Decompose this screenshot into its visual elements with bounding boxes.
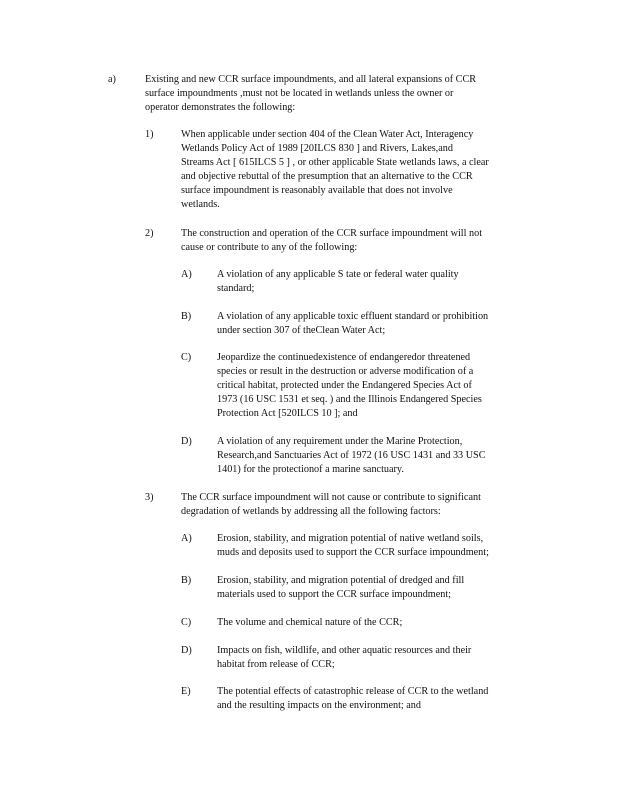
text-line: standard; [217,283,255,294]
text-line: surface impoundments ,must not be located in wetlands unless the owner or [145,88,454,99]
text-line: When applicable under section 404 of the Clean Water Act, Interagency [181,129,474,140]
item-2a-label: A) [181,269,192,280]
item-2b-label: B) [181,311,192,322]
item-3d-label: D) [181,645,192,656]
text-line: degradation of wetlands by addressing all the following factors: [181,506,441,517]
section-a-label: a) [108,74,116,85]
text-line: and the resulting impacts on the environment; and [217,700,421,711]
item-2d-text [217,435,537,477]
text-line: The construction and operation of the CCR surface impoundment will not [181,228,483,239]
text-line: 1401) for the protectionof a marine sanctuary. [217,464,404,475]
item-1-label: 1) [145,129,154,140]
item-2-label: 2) [145,228,154,239]
item-3c-text [217,616,537,630]
item-2c-text [217,351,537,421]
text-line: Protection Act [520ILCS 10 ]; and [217,408,358,419]
text-line: cause or contribute to any of the following: [181,242,358,253]
text-line: Research,and Sanctuaries Act of 1972 (16 USC 1431 and 33 USC [217,450,486,461]
text-line: The potential effects of catastrophic release of CCR to the wetland [217,686,489,697]
item-3a-text [217,532,537,560]
text-line: species or result in the destruction or adverse modification of a [217,366,474,377]
text-line: Jeopardize the continuedexistence of endangeredor threatened [217,352,471,363]
text-line: habitat from release of CCR; [217,659,335,670]
item-2a-text [217,268,537,296]
text-line: A violation of any requirement under the Marine Protection, [217,436,463,447]
item-3a-label: A) [181,533,192,544]
text-line: wetlands. [181,199,220,210]
text-line: A violation of any applicable toxic effluent standard or prohibition [217,311,489,322]
item-3b-text [217,574,537,602]
text-line: Existing and new CCR surface impoundments, and all lateral expansions of CCR [145,74,477,85]
text-line: Wetlands Policy Act of 1989 [20ILCS 830 ] and Rivers, Lakes,and [181,143,453,154]
text-line: The CCR surface impoundment will not cause or contribute to significant [181,492,481,503]
item-2-text [181,227,537,255]
text-line: The volume and chemical nature of the CCR; [217,617,403,628]
item-1-text [181,128,537,212]
item-3-label: 3) [145,492,154,503]
text-line: muds and deposits used to support the CCR surface impoundment; [217,547,489,558]
item-3d-text [217,644,537,672]
text-line: surface impoundment is reasonably available that does not involve [181,185,453,196]
text-line: materials used to support the CCR surface impoundment; [217,589,451,600]
text-line: A violation of any applicable S tate or federal water quality [217,269,459,280]
item-3b-label: B) [181,575,192,586]
text-line: 1973 (16 USC 1531 et seq. ) and the Illinois Endangered Species [217,394,482,405]
section-a-text [145,73,537,115]
item-3c-label: C) [181,617,192,628]
item-3e-label: E) [181,686,191,697]
text-line: under section 307 of theClean Water Act; [217,325,386,336]
item-3-text [181,491,537,519]
text-line: Streams Act [ 615ILCS 5 ] , or other applicable State wetlands laws, a clear [181,157,489,168]
item-3e-text [217,685,537,713]
item-2d-label: D) [181,436,192,447]
text-line: Impacts on fish, wildlife, and other aquatic resources and their [217,645,472,656]
text-line: operator demonstrates the following: [145,102,296,113]
text-line: Erosion, stability, and migration potential of native wetland soils, [217,533,484,544]
text-line: and objective rebuttal of the presumption that an alternative to the CCR [181,171,473,182]
text-line: critical habitat, protected under the Endangered Species Act of [217,380,472,391]
item-2b-text [217,310,537,338]
item-2c-label: C) [181,352,192,363]
text-line: Erosion, stability, and migration potential of dredged and fill [217,575,465,586]
